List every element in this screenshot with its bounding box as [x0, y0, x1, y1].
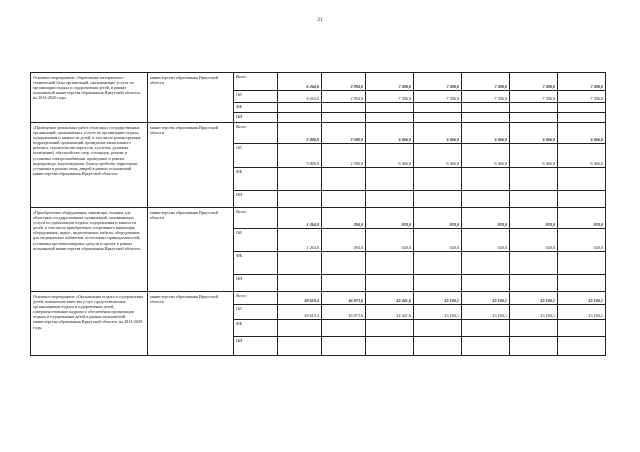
amount-cell — [510, 320, 558, 337]
amount-cell — [278, 168, 322, 191]
amount-cell: 920,0 — [414, 229, 462, 252]
amount-cell — [322, 252, 366, 275]
amount-cell — [414, 252, 462, 275]
amount-cell: 43 184,1 — [558, 305, 606, 320]
executor-cell: министерство образования Иркутской области — [148, 292, 234, 356]
amount-cell: 1 264,0 — [278, 229, 322, 252]
amount-cell: 6 466,0 — [414, 123, 462, 144]
amount-cell — [322, 337, 366, 356]
amount-cell — [414, 191, 462, 208]
amount-cell: 42 441,6 — [366, 305, 414, 320]
funding-source-label: Всего — [234, 208, 278, 229]
amount-cell — [558, 252, 606, 275]
amount-cell: 6 466,0 — [366, 123, 414, 144]
amount-cell — [278, 275, 322, 292]
amount-cell: 5 000,0 — [278, 144, 322, 168]
amount-cell: 6 466,0 — [462, 123, 510, 144]
amount-cell: 43 184,1 — [462, 292, 510, 305]
amount-cell: 43 184,1 — [558, 292, 606, 305]
table-body — [31, 73, 606, 356]
funding-source-label: ОБ — [234, 144, 278, 168]
amount-cell — [558, 191, 606, 208]
amount-cell: 920,0 — [510, 229, 558, 252]
funding-source-label: Всего — [234, 73, 278, 91]
amount-cell — [278, 191, 322, 208]
amount-cell: 6 264,0 — [278, 91, 322, 103]
amount-cell: 7 386,0 — [510, 73, 558, 91]
amount-cell: 7 386,0 — [462, 91, 510, 103]
amount-cell: 46 873,6 — [322, 292, 366, 305]
amount-cell — [322, 320, 366, 337]
amount-cell: 2 994,0 — [322, 91, 366, 103]
funding-source-label: ФБ — [234, 252, 278, 275]
amount-cell: 7 386,0 — [558, 91, 606, 103]
amount-cell: 7 386,0 — [558, 73, 606, 91]
amount-cell: 394,0 — [322, 229, 366, 252]
funding-source-label: ФБ — [234, 320, 278, 337]
amount-cell: 7 386,0 — [366, 91, 414, 103]
table-row — [31, 292, 606, 305]
activity-description: Основное мероприятие «Укрепление материально-технической базы организаций, оказывающих услуги по организации отдыха и оздоровления детей, в рамках полномочий министерства образования Иркутской области» на 2014-2020 годы — [31, 73, 148, 123]
amount-cell: 920,0 — [558, 229, 606, 252]
amount-cell — [414, 113, 462, 123]
amount-cell — [278, 113, 322, 123]
amount-cell — [322, 275, 366, 292]
amount-cell — [278, 337, 322, 356]
amount-cell — [366, 191, 414, 208]
amount-cell — [510, 275, 558, 292]
amount-cell — [366, 252, 414, 275]
funding-source-label: ФБ — [234, 103, 278, 113]
amount-cell — [414, 337, 462, 356]
amount-cell — [510, 113, 558, 123]
amount-cell: 920,0 — [366, 229, 414, 252]
amount-cell: 920,0 — [414, 208, 462, 229]
amount-cell — [414, 103, 462, 113]
amount-cell: 920,0 — [510, 208, 558, 229]
amount-cell — [366, 320, 414, 337]
activity-description: «Приобретение оборудования, инвентаря, техники для областных государственных организаций, оказывающих услуги по организации отдыха, оздоровления и занятости детей, в том числе приобретение спортивного инвентаря, оборудования, аудио-, видеотехники, мебели, оборудования для медицинских кабинетов, постельных принадлежностей, установка противопожарных средств и прочее в рамках полномочий министерства образования Иркутской области» — [31, 208, 148, 292]
activity-description: «Проведение ремонтных работ областных государственных организаций, оказывающих услуги по организации отдыха, оздоровления и занятости детей, в том числе реконструкция подразделений организаций, проведение капитального ремонта, строительство корпусов, туалетов, душевых помещений, обустройство спор. площадок, ремонт и установка электроснабжения, проведение и ремонт водопровода, водоотведения, благоустройство территории, установка и ремонт окон, дверей в рамках полномочий министерства образования Иркутской области» — [31, 123, 148, 208]
amount-cell — [462, 252, 510, 275]
amount-cell — [510, 168, 558, 191]
amount-cell — [510, 337, 558, 356]
amount-cell: 2 580,0 — [322, 123, 366, 144]
amount-cell — [462, 113, 510, 123]
amount-cell — [414, 168, 462, 191]
amount-cell — [414, 320, 462, 337]
executor-cell: министерство образования Иркутской области — [148, 123, 234, 208]
amount-cell — [558, 103, 606, 113]
amount-cell — [462, 168, 510, 191]
table-row — [31, 73, 606, 91]
amount-cell — [558, 113, 606, 123]
amount-cell: 6 466,0 — [510, 144, 558, 168]
funding-source-label: Всего — [234, 292, 278, 305]
amount-cell — [510, 191, 558, 208]
amount-cell: 2 580,0 — [322, 144, 366, 168]
funding-source-label: Всего — [234, 123, 278, 144]
amount-cell: 5 000,0 — [278, 123, 322, 144]
amount-cell — [278, 252, 322, 275]
amount-cell — [278, 103, 322, 113]
amount-cell — [366, 168, 414, 191]
amount-cell: 43 184,1 — [462, 305, 510, 320]
funding-source-label: ИИ — [234, 191, 278, 208]
amount-cell — [322, 103, 366, 113]
amount-cell — [322, 191, 366, 208]
funding-source-label: ОБ — [234, 305, 278, 320]
amount-cell: 6 466,0 — [462, 144, 510, 168]
amount-cell — [462, 337, 510, 356]
amount-cell: 1 264,0 — [278, 208, 322, 229]
amount-cell: 46 873,6 — [322, 305, 366, 320]
amount-cell: 920,0 — [462, 208, 510, 229]
amount-cell: 920,0 — [366, 208, 414, 229]
amount-cell — [462, 103, 510, 113]
amount-cell — [510, 252, 558, 275]
amount-cell: 6 264,0 — [278, 73, 322, 91]
amount-cell: 920,0 — [462, 229, 510, 252]
amount-cell: 394,0 — [322, 208, 366, 229]
amount-cell: 49 610,4 — [278, 305, 322, 320]
page-number: 21 — [317, 17, 323, 23]
amount-cell: 7 386,0 — [366, 73, 414, 91]
amount-cell: 6 466,0 — [558, 123, 606, 144]
amount-cell — [322, 113, 366, 123]
amount-cell: 920,0 — [558, 208, 606, 229]
amount-cell — [278, 320, 322, 337]
executor-cell: министерство образования Иркутской области — [148, 73, 234, 123]
amount-cell — [510, 103, 558, 113]
funding-source-label: ФБ — [234, 168, 278, 191]
amount-cell: 7 386,0 — [414, 91, 462, 103]
amount-cell — [366, 113, 414, 123]
amount-cell: 7 386,0 — [462, 73, 510, 91]
amount-cell — [462, 275, 510, 292]
amount-cell — [558, 320, 606, 337]
amount-cell: 6 466,0 — [366, 144, 414, 168]
amount-cell: 6 466,0 — [414, 144, 462, 168]
funding-source-label: ОБ — [234, 229, 278, 252]
funding-source-label: ИИ — [234, 275, 278, 292]
amount-cell: 43 184,1 — [510, 305, 558, 320]
amount-cell: 6 466,0 — [510, 123, 558, 144]
amount-cell — [558, 337, 606, 356]
amount-cell: 43 184,1 — [414, 305, 462, 320]
funding-source-label: ОБ — [234, 91, 278, 103]
amount-cell: 43 184,1 — [510, 292, 558, 305]
activity-description: Основное мероприятие «Организация отдыха и оздоровления детей, повышение качества услуг, предоставляемых организациями отдыха и оздоровления детей, совершенствование кадрового обеспечения организации отдыха и оздоровления детей в рамках полномочий министерства образования Иркутской области» на 2014-2020 годы — [31, 292, 148, 356]
amount-cell — [558, 275, 606, 292]
amount-cell: 7 386,0 — [414, 73, 462, 91]
amount-cell: 42 441,6 — [366, 292, 414, 305]
amount-cell — [366, 275, 414, 292]
funding-source-label: ИИ — [234, 113, 278, 123]
amount-cell: 43 184,1 — [414, 292, 462, 305]
table-row — [31, 123, 606, 144]
amount-cell — [462, 320, 510, 337]
amount-cell: 7 386,0 — [510, 91, 558, 103]
amount-cell: 2 994,0 — [322, 73, 366, 91]
amount-cell — [366, 103, 414, 113]
executor-cell: министерство образования Иркутской области — [148, 208, 234, 292]
amount-cell: 49 610,4 — [278, 292, 322, 305]
funding-source-label: ИИ — [234, 337, 278, 356]
amount-cell: 6 466,0 — [558, 144, 606, 168]
amount-cell — [558, 168, 606, 191]
amount-cell — [322, 168, 366, 191]
amount-cell — [366, 337, 414, 356]
table-row — [31, 208, 606, 229]
amount-cell — [462, 191, 510, 208]
amount-cell — [414, 275, 462, 292]
budget-table — [30, 72, 606, 356]
